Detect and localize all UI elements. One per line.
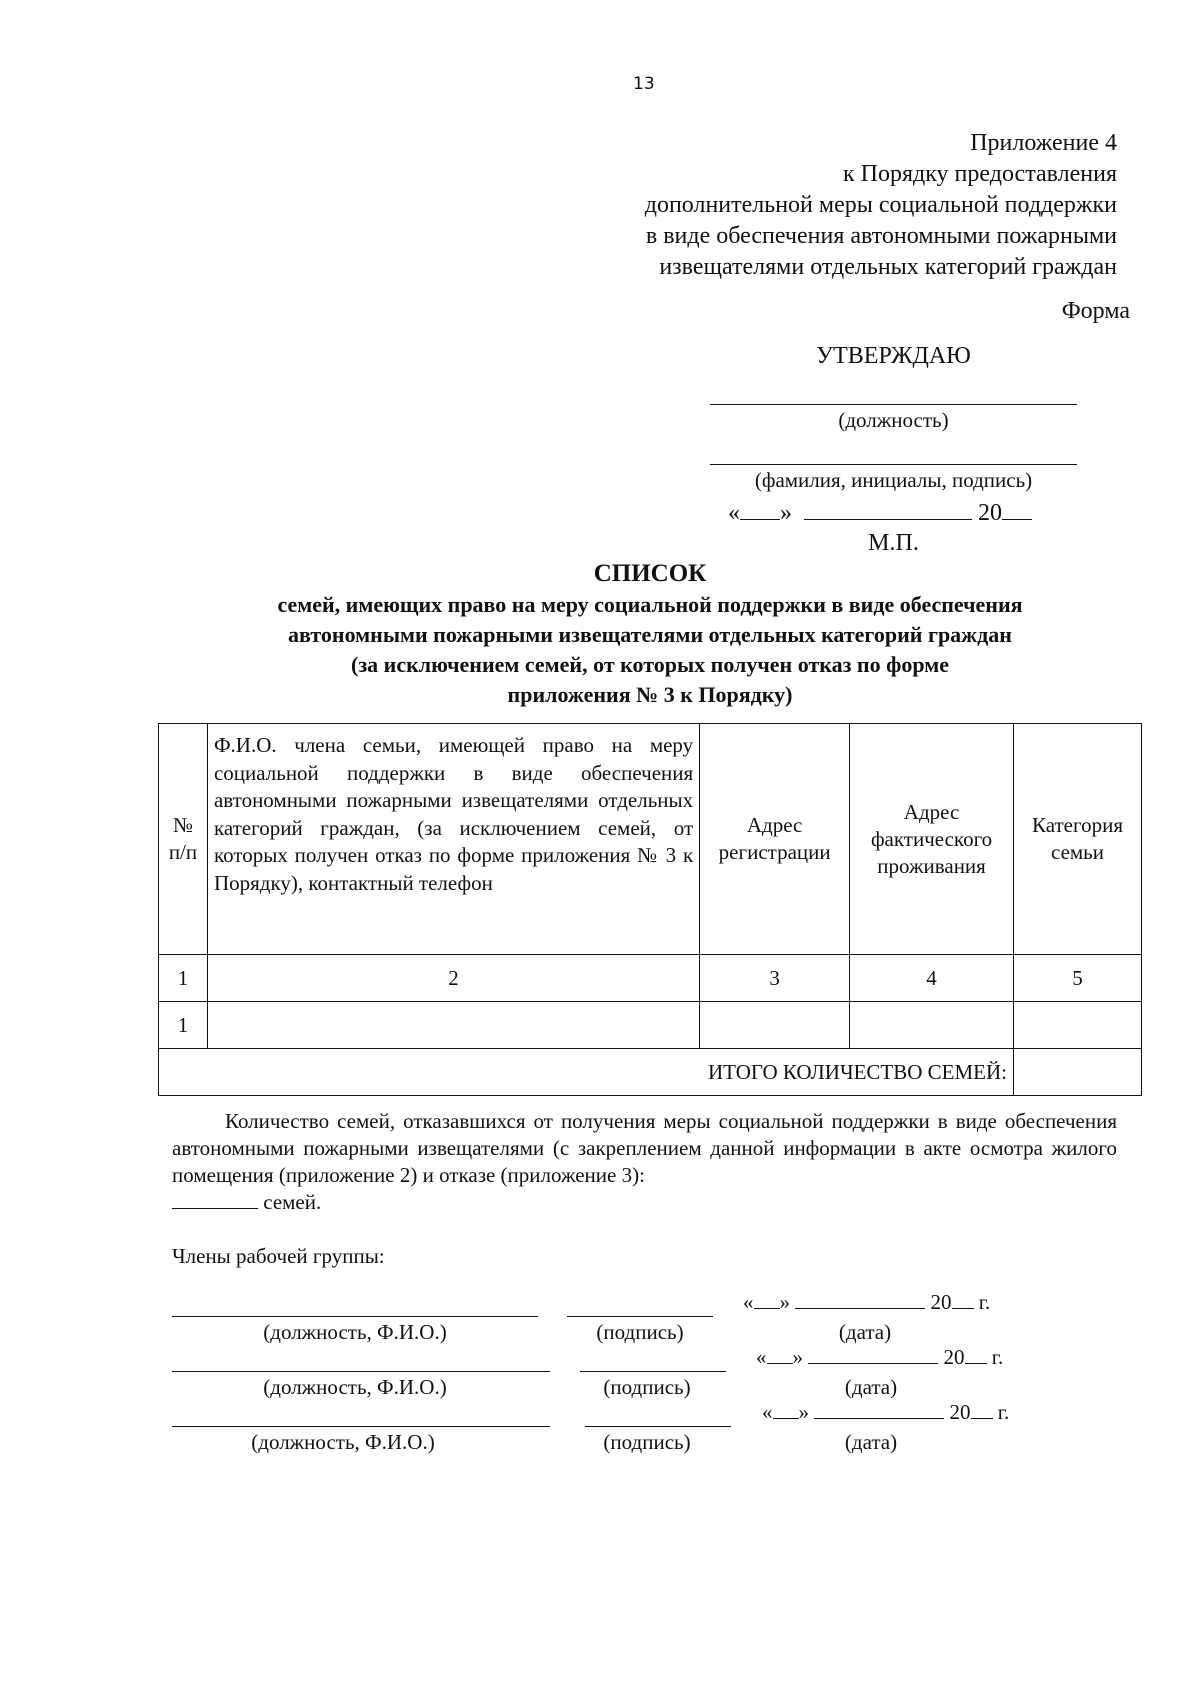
month-blank[interactable] bbox=[804, 502, 972, 520]
cell-registration-address[interactable] bbox=[700, 1002, 850, 1049]
approval-date bbox=[728, 500, 1032, 527]
position-name-caption: (должность, Ф.И.О.) bbox=[263, 1320, 447, 1344]
month-blank[interactable] bbox=[814, 1401, 944, 1419]
list-subtitle-line: приложения № 3 к Порядку) bbox=[507, 682, 793, 707]
date-caption: (дата) bbox=[844, 1430, 898, 1454]
position-name-line[interactable] bbox=[172, 1426, 550, 1427]
list-title bbox=[158, 558, 1142, 710]
member-date: « » 20 г. bbox=[743, 1290, 991, 1314]
total-value[interactable] bbox=[1014, 1049, 1142, 1096]
signature-line[interactable] bbox=[567, 1316, 713, 1317]
position-caption: (должность) bbox=[838, 408, 949, 432]
page-number: 13 bbox=[633, 74, 655, 94]
appendix-line: в виде обеспечения автономными пожарными bbox=[645, 223, 1117, 249]
position-name-line[interactable] bbox=[172, 1316, 538, 1317]
year-blank[interactable] bbox=[971, 1401, 993, 1419]
position-name-caption: (должность, Ф.И.О.) bbox=[263, 1375, 447, 1399]
member-date: « » 20 г. bbox=[756, 1345, 1004, 1369]
position-line[interactable] bbox=[710, 404, 1077, 405]
list-subtitle-line: автономными пожарными извещателями отдельных категорий граждан bbox=[288, 622, 1012, 647]
day-blank[interactable] bbox=[773, 1401, 799, 1419]
date-caption: (дата) bbox=[838, 1320, 892, 1344]
close-quote: » bbox=[780, 500, 792, 526]
column-number: 3 bbox=[700, 955, 850, 1002]
year-prefix: 20 bbox=[978, 500, 1002, 526]
cell-actual-address[interactable] bbox=[850, 1002, 1014, 1049]
day-blank[interactable] bbox=[767, 1346, 793, 1364]
list-subtitle-line: (за исключением семей, от которых получен отказ по форме bbox=[351, 652, 949, 677]
families-table bbox=[158, 723, 1142, 1096]
signature-line[interactable] bbox=[580, 1371, 726, 1372]
working-group-title: Члены рабочей группы: bbox=[172, 1244, 385, 1268]
column-number: 4 bbox=[850, 955, 1014, 1002]
appendix-reference bbox=[645, 128, 1117, 283]
name-signature-caption: (фамилия, инициалы, подпись) bbox=[754, 468, 1033, 492]
position-name-caption: (должность, Ф.И.О.) bbox=[251, 1430, 435, 1454]
position-name-line[interactable] bbox=[172, 1371, 550, 1372]
cell-family-category[interactable] bbox=[1014, 1002, 1142, 1049]
header-actual-address: Адрес фактического проживания bbox=[850, 724, 1014, 955]
column-number: 2 bbox=[207, 955, 699, 1002]
list-subtitle-line: семей, имеющих право на меру социальной поддержки в виде обеспечения bbox=[277, 592, 1023, 617]
cell-fio[interactable] bbox=[207, 1002, 699, 1049]
year-blank[interactable] bbox=[965, 1346, 987, 1364]
name-signature-line[interactable] bbox=[710, 464, 1077, 465]
refused-count-suffix: семей. bbox=[263, 1190, 322, 1214]
member-date: « » 20 г. bbox=[762, 1400, 1010, 1424]
refused-count-blank[interactable] bbox=[172, 1190, 258, 1209]
approval-title: УТВЕРЖДАЮ bbox=[816, 343, 971, 369]
table-row bbox=[159, 1002, 1142, 1049]
column-number-row bbox=[159, 955, 1142, 1002]
refusal-text: Количество семей, отказавшихся от получения меры социальной поддержки в виде обеспечения автономными пожарными извещателями (с закреплением данной информации в акте осмотра жилого помещения (приложение 2) и отказе (приложение 3): bbox=[172, 1109, 1117, 1187]
header-registration-address: Адрес регистрации bbox=[700, 724, 850, 955]
header-number: № п/п bbox=[159, 724, 208, 955]
day-blank[interactable] bbox=[740, 502, 780, 520]
table-total-row bbox=[159, 1049, 1142, 1096]
open-quote: « bbox=[728, 500, 740, 526]
date-caption: (дата) bbox=[844, 1375, 898, 1399]
row-number: 1 bbox=[159, 1002, 208, 1049]
form-label: Форма bbox=[1061, 298, 1130, 324]
table-header-row bbox=[159, 724, 1142, 955]
day-blank[interactable] bbox=[754, 1291, 780, 1309]
header-family-category: Категория семьи bbox=[1014, 724, 1142, 955]
appendix-line: дополнительной меры социальной поддержки bbox=[644, 192, 1117, 218]
column-number: 5 bbox=[1014, 955, 1142, 1002]
refusal-paragraph bbox=[172, 1108, 1117, 1216]
appendix-line: Приложение 4 bbox=[970, 130, 1117, 156]
signature-caption: (подпись) bbox=[603, 1375, 691, 1399]
month-blank[interactable] bbox=[795, 1291, 925, 1309]
signature-caption: (подпись) bbox=[603, 1430, 691, 1454]
appendix-line: к Порядку предоставления bbox=[842, 161, 1117, 187]
seal-label: М.П. bbox=[868, 530, 919, 556]
month-blank[interactable] bbox=[808, 1346, 938, 1364]
signature-caption: (подпись) bbox=[596, 1320, 684, 1344]
year-blank[interactable] bbox=[1002, 502, 1032, 520]
total-label: ИТОГО КОЛИЧЕСТВО СЕМЕЙ: bbox=[159, 1049, 1014, 1096]
column-number: 1 bbox=[159, 955, 208, 1002]
list-heading: СПИСОК bbox=[593, 560, 707, 587]
appendix-line: извещателями отдельных категорий граждан bbox=[659, 254, 1117, 280]
year-blank[interactable] bbox=[952, 1291, 974, 1309]
header-fio: Ф.И.О. члена семьи, имеющей право на меру социальной поддержки в виде обеспечения автономными пожарными извещателями отдельных категорий граждан, (за исключением семей, от которых получен отказ по форме приложения № 3 к Порядку), контактный телефон bbox=[207, 724, 699, 955]
signature-line[interactable] bbox=[585, 1426, 731, 1427]
